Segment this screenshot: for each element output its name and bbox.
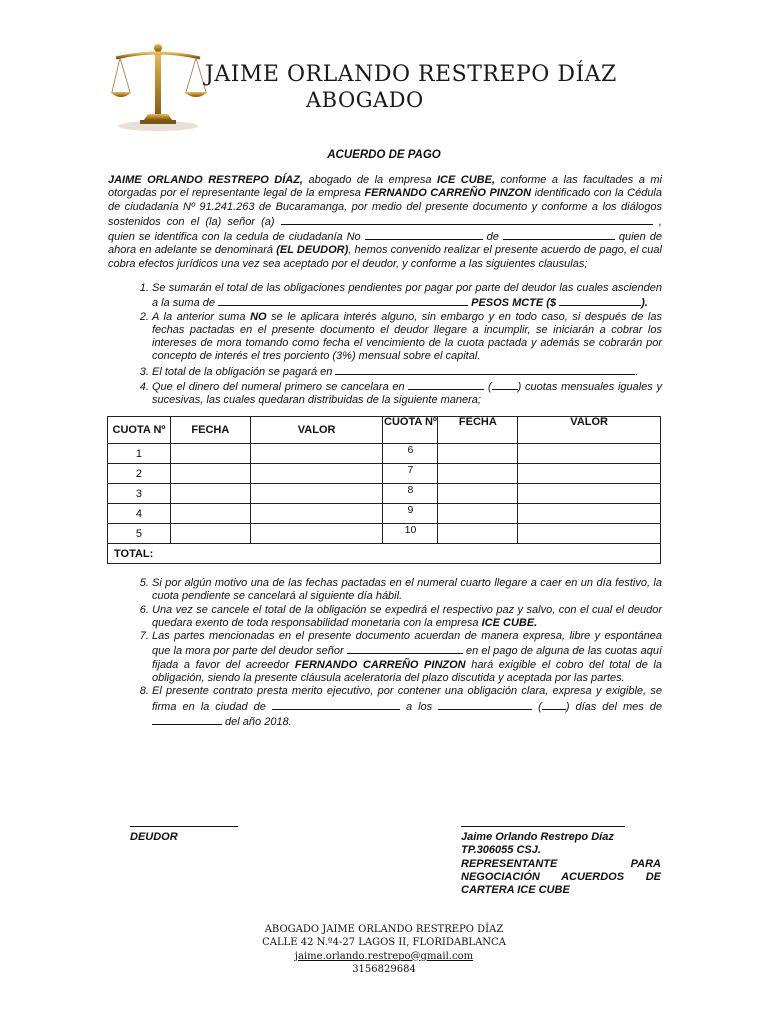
installment-number: 7 [383, 464, 438, 484]
day-number-blank[interactable] [542, 699, 566, 710]
date-cell[interactable] [170, 484, 250, 504]
date-cell[interactable] [438, 484, 518, 504]
clause-6 [152, 604, 662, 631]
table-row [108, 504, 661, 524]
table-row [108, 464, 661, 484]
clause-text: Se sumarán el total de las obligaciones pendientes por pagar por parte del deudor las cuales ascienden a la suma de [152, 282, 662, 310]
value-cell[interactable] [250, 504, 383, 524]
clause-text: ( [532, 700, 542, 713]
clause-7 [152, 630, 662, 685]
clause-text: ) días del mes de [565, 700, 662, 713]
value-cell[interactable] [250, 464, 383, 484]
debtor-name-blank[interactable] [281, 214, 653, 225]
signer-role: CARTERA ICE CUBE [461, 884, 570, 897]
table-total-row [108, 544, 661, 564]
value-cell[interactable] [518, 504, 661, 524]
scales-of-justice-icon [106, 40, 210, 132]
clause-text: El presente contrato presta merito ejecutivo, por contener una obligación clara, expresa y exigible, se firma en la ciudad de [152, 685, 662, 713]
clause-text: Que el dinero del numeral primero se cancelara en [152, 381, 409, 394]
lawyer-signature-block [461, 826, 661, 897]
table-row [108, 484, 661, 504]
table-header-row [108, 417, 661, 444]
installments-words-blank[interactable] [408, 379, 484, 390]
clause-text: se le aplicara interés alguno, sin embargo y en todo caso, si después de las fechas pactadas en el presente documento el deudor llegare a incumplir, se iniciarán a cobrar los intereses de mora tomando como fecha el vencimiento de la cuota pactada y además se cobrarán por concepto de interés el tres porciento (3%) mensual sobre el capital. [152, 310, 662, 363]
clause-text: ). [641, 297, 648, 310]
date-cell[interactable] [170, 444, 250, 464]
clauses-list-1 [108, 282, 662, 408]
intro-text: identificado con la Cédula de ciudadanía Nº 91.241.263 de Bucaramanga, por medio del presente documento y conforme a los diálogos sostenidos con el (la) señor (a) [108, 187, 662, 228]
debtor-label: DEUDOR [130, 831, 178, 843]
month-blank[interactable] [152, 714, 222, 725]
clause-4 [152, 379, 662, 408]
installments-table [107, 416, 661, 564]
clause-2 [152, 311, 662, 364]
payment-terms-blank[interactable] [335, 364, 635, 375]
debtor-id-blank[interactable] [365, 229, 483, 240]
representative-name: FERNANDO CARREÑO PINZON [364, 187, 532, 200]
letterhead-name: JAIME ORLANDO RESTREPO DÍAZ [205, 62, 617, 87]
clause-text: en el pago de alguna de las cuotas aquí fijada a favor del acreedor [152, 645, 663, 671]
clause-text: . [635, 365, 639, 378]
date-cell[interactable] [170, 504, 250, 524]
col-header: VALOR [518, 417, 661, 444]
table-row [108, 524, 661, 544]
footer-address: CALLE 42 N.º4-27 LAGOS II, FLORIDABLANCA [262, 937, 506, 949]
day-words-blank[interactable] [438, 699, 532, 710]
clause-1 [152, 282, 662, 311]
footer-name: ABOGADO JAIME ORLANDO RESTREPO DÍAZ [264, 924, 504, 935]
signer-role: NEGOCIACIÓN ACUERDOS DE [461, 870, 661, 883]
date-cell[interactable] [438, 444, 518, 464]
company-name: ICE CUBE. [481, 616, 538, 629]
installment-number: 8 [383, 484, 438, 504]
col-header: FECHA [438, 417, 518, 444]
installments-number-blank[interactable] [492, 379, 518, 390]
signer-name: Jaime Orlando Restrepo Díaz [461, 831, 614, 843]
no-emphasis: NO [250, 310, 267, 323]
footer [0, 923, 768, 976]
clauses-list-2 [108, 577, 662, 729]
clause-3 [152, 364, 662, 379]
clause-text: Las partes mencionadas en el presente documento acuerdan de manera expresa, libre y espontánea que la mora por parte del deudor señor [152, 630, 662, 658]
signer-role: REPRESENTANTE PARA [461, 857, 661, 870]
clause-text: ) cuotas mensuales iguales y sucesivas, las cuales quedaran distribuidas de la siguiente manera; [152, 381, 662, 407]
value-cell[interactable] [250, 484, 383, 504]
clause-text: hará exigible el cobro del total de la obligación, siendo la presente cláusula aceleratoria del plazo discutida y aceptada por las partes. [152, 658, 662, 685]
footer-phone: 3156829684 [352, 963, 416, 975]
id-city-blank[interactable] [503, 229, 615, 240]
clause-5 [152, 577, 662, 604]
debtor-name-blank[interactable] [347, 643, 463, 654]
value-cell[interactable] [250, 444, 383, 464]
currency-label: PESOS MCTE ($ [468, 297, 560, 310]
installment-number: 10 [383, 524, 438, 544]
clause-text: a los [399, 700, 439, 713]
lawyer-name: JAIME ORLANDO RESTREPO DÍAZ, [108, 174, 303, 186]
clause-text: El total de la obligación se pagará en [152, 365, 336, 378]
value-cell[interactable] [518, 524, 661, 544]
date-cell[interactable] [170, 524, 250, 544]
col-header: CUOTA Nº [108, 417, 171, 444]
clause-text: A la anterior suma [152, 310, 251, 323]
signer-tp: TP.306055 CSJ. [461, 844, 541, 857]
amount-words-blank[interactable] [218, 295, 468, 306]
signature-line[interactable] [130, 826, 238, 827]
total-label: TOTAL: [108, 544, 661, 564]
document-title: ACUERDO DE PAGO [327, 149, 441, 161]
installment-number: 6 [383, 444, 438, 464]
intro-text: abogado de la empresa [302, 174, 437, 186]
intro-text: quien de ahora en adelante se denominará [108, 231, 662, 257]
city-blank[interactable] [272, 699, 400, 710]
intro-text: conforme a las facultades a mi otorgadas por el representante legal de la empresa [108, 174, 662, 200]
value-cell[interactable] [518, 444, 661, 464]
table-row [108, 444, 661, 464]
date-cell[interactable] [170, 464, 250, 484]
date-cell[interactable] [438, 504, 518, 524]
signature-line[interactable] [461, 826, 625, 827]
col-header: VALOR [250, 417, 383, 444]
clause-8 [152, 685, 662, 729]
installment-number: 3 [108, 484, 171, 504]
intro-paragraph [108, 174, 662, 271]
installment-number: 9 [383, 504, 438, 524]
clause-text: del año 2018. [222, 715, 292, 728]
date-cell[interactable] [438, 464, 518, 484]
date-cell[interactable] [438, 524, 518, 544]
value-cell[interactable] [518, 484, 661, 504]
letterhead-title: ABOGADO [306, 88, 424, 112]
footer-email-link[interactable]: jaime.orlando.restrepo@gmail.com [294, 950, 474, 962]
debtor-designation: (EL DEUDOR) [276, 244, 349, 257]
clause-text: Si por algún motivo una de las fechas pactadas en el numeral cuarto llegare a caer en un día festivo, la cuota pendiente se cancelará al siguiente día hábil. [152, 577, 662, 603]
clause-text: Una vez se cancele el total de la obligación se expedirá el respectivo paz y salvo, con el cual el deudor quedara exento de toda responsabilidad monetaria con la empresa [152, 603, 662, 629]
clause-text: ( [484, 381, 492, 394]
col-header: FECHA [170, 417, 250, 444]
value-cell[interactable] [250, 524, 383, 544]
installment-number: 5 [108, 524, 171, 544]
installment-number: 2 [108, 464, 171, 484]
col-header: CUOTA Nº [383, 417, 438, 444]
company-name: ICE CUBE, [436, 174, 496, 186]
amount-number-blank[interactable] [559, 295, 641, 306]
intro-text: , hemos convenido realizar el presente acuerdo de pago, el cual cobra efectos jurídicos una vez sea aceptado por el deudor, y conforme a las siguientes clausulas; [108, 244, 662, 270]
representative-name: FERNANDO CARREÑO PINZON [294, 658, 466, 671]
installment-number: 1 [108, 444, 171, 464]
intro-text: , quien se identifica con la cedula de ciudadanía No [108, 215, 662, 244]
installment-number: 4 [108, 504, 171, 524]
debtor-signature-block [130, 826, 238, 844]
value-cell[interactable] [518, 464, 661, 484]
intro-text: de [482, 231, 503, 244]
